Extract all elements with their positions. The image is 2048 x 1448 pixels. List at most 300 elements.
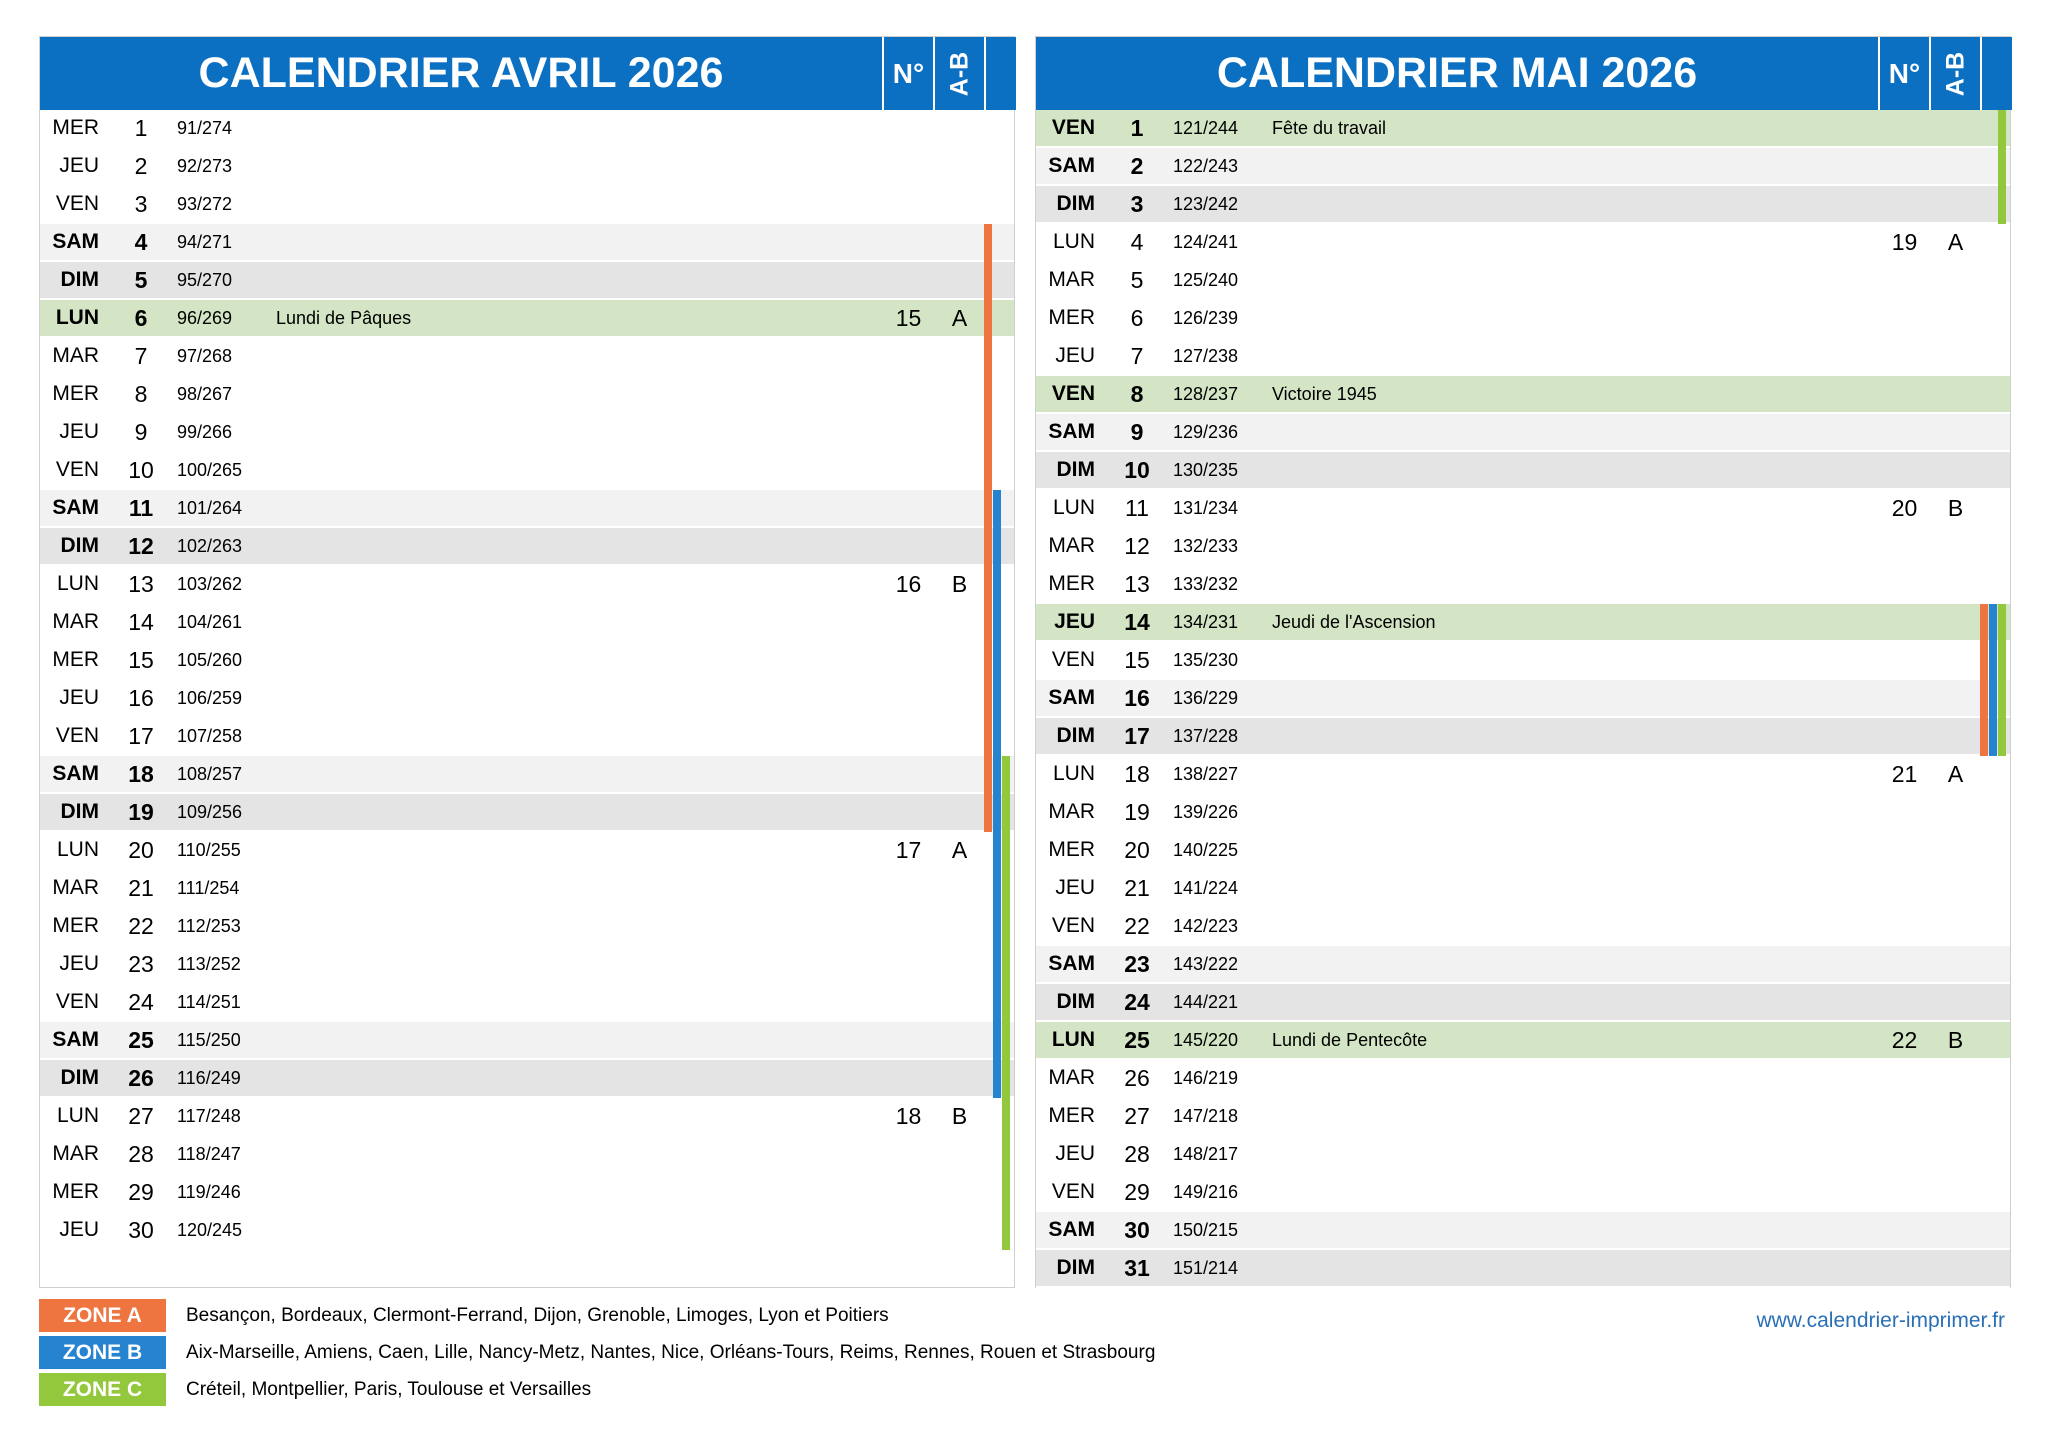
zone-b-holiday-bar	[993, 984, 1001, 1022]
day-name: SAM	[52, 1028, 99, 1051]
year-day: 113/252	[177, 954, 241, 974]
day-number: 4	[1130, 229, 1144, 255]
zone-b-holiday-bar	[993, 870, 1001, 908]
week-ab	[1931, 908, 1980, 944]
zone-a-holiday-bar	[984, 414, 992, 452]
day-number: 3	[1130, 191, 1144, 217]
year-day: 111/254	[177, 878, 240, 898]
year-day: 123/242	[1173, 194, 1239, 214]
week-number	[1880, 414, 1929, 450]
week-ab	[935, 110, 984, 146]
week-ab	[935, 1174, 984, 1210]
day-row	[1036, 186, 2010, 224]
zone-a-holiday-bar	[984, 566, 992, 604]
week-number	[1880, 1250, 1929, 1286]
day-number: 3	[134, 191, 148, 217]
week-number	[884, 414, 933, 450]
year-day: 129/236	[1173, 422, 1239, 442]
week-number	[884, 528, 933, 564]
year-day: 119/246	[177, 1182, 241, 1202]
day-row	[1036, 680, 2010, 718]
week-ab	[935, 1060, 984, 1096]
day-number: 21	[1124, 875, 1150, 901]
week-ab	[935, 870, 984, 906]
week-number: 16	[895, 571, 922, 597]
day-name: DIM	[60, 268, 99, 291]
day-row	[40, 1098, 1014, 1136]
day-name: SAM	[1048, 1218, 1095, 1241]
day-name: DIM	[60, 800, 99, 823]
zone-c-holiday-bar	[1998, 110, 2006, 148]
day-name: LUN	[1052, 496, 1095, 519]
day-number: 25	[128, 1027, 154, 1053]
week-ab	[935, 756, 984, 792]
zone-c-holiday-bar	[1998, 148, 2006, 186]
year-day: 127/238	[1173, 346, 1239, 366]
year-day: 118/247	[177, 1144, 241, 1164]
day-number: 10	[1124, 457, 1150, 483]
week-number	[884, 452, 933, 488]
day-row	[1036, 300, 2010, 338]
day-row	[1036, 1250, 2010, 1288]
day-name: JEU	[59, 686, 99, 709]
year-day: 91/274	[177, 118, 233, 138]
day-row	[40, 1212, 1014, 1250]
year-day: 106/259	[177, 688, 243, 708]
day-row	[40, 1174, 1014, 1212]
week-number	[1880, 984, 1929, 1020]
year-day: 115/250	[177, 1030, 241, 1050]
week-ab	[1931, 452, 1980, 488]
day-row	[40, 414, 1014, 452]
day-name: VEN	[55, 458, 99, 481]
day-number: 11	[1125, 495, 1149, 521]
year-day: 94/271	[177, 232, 233, 252]
year-day: 109/256	[177, 802, 243, 822]
year-day: 108/257	[177, 764, 243, 784]
year-day: 95/270	[177, 270, 233, 290]
day-number: 15	[128, 647, 154, 673]
zone-a-holiday-bar	[1980, 680, 1988, 718]
week-ab	[935, 642, 984, 678]
year-day: 97/268	[177, 346, 233, 366]
zone-b-holiday-bar	[993, 528, 1001, 566]
week-ab	[935, 414, 984, 450]
year-day: 144/221	[1173, 992, 1239, 1012]
day-number: 1	[1130, 115, 1144, 141]
year-day: 139/226	[1173, 802, 1239, 822]
week-ab	[1931, 1060, 1980, 1096]
day-name: SAM	[1048, 420, 1095, 443]
year-day: 101/264	[177, 498, 243, 518]
week-number	[1880, 300, 1929, 336]
year-day: 147/218	[1173, 1106, 1239, 1126]
year-day: 104/261	[177, 612, 243, 632]
day-number: 24	[128, 989, 154, 1015]
week-number	[1880, 870, 1929, 906]
day-number: 7	[134, 343, 148, 369]
year-day: 132/233	[1173, 536, 1239, 556]
day-row	[40, 338, 1014, 376]
calendar-header	[1036, 37, 2012, 110]
day-number: 5	[1130, 267, 1144, 293]
year-day: 151/214	[1173, 1258, 1239, 1278]
week-number	[884, 490, 933, 526]
day-row	[1036, 832, 2010, 870]
week-ab: B	[1947, 1027, 1964, 1053]
year-day: 126/239	[1173, 308, 1239, 328]
week-number	[884, 224, 933, 260]
day-number: 13	[1124, 571, 1150, 597]
day-number: 13	[128, 571, 154, 597]
week-ab	[935, 452, 984, 488]
week-number	[1880, 1136, 1929, 1172]
week-ab	[935, 490, 984, 526]
day-name: VEN	[1051, 116, 1095, 139]
week-ab	[935, 680, 984, 716]
year-day: 138/227	[1173, 764, 1239, 784]
day-row	[1036, 1098, 2010, 1136]
ab-week-heading: A-B	[945, 51, 973, 96]
week-number	[884, 908, 933, 944]
day-row	[1036, 1174, 2010, 1212]
zone-b-holiday-bar	[993, 794, 1001, 832]
day-row	[40, 110, 1014, 148]
week-number	[1880, 528, 1929, 564]
day-name: DIM	[1056, 458, 1095, 481]
website-link[interactable]: www.calendrier-imprimer.fr	[1756, 1309, 2005, 1332]
day-number: 26	[128, 1065, 154, 1091]
week-ab	[1931, 148, 1980, 184]
day-row	[1036, 376, 2010, 414]
day-number: 24	[1124, 989, 1150, 1015]
day-number: 10	[128, 457, 154, 483]
week-number	[1880, 680, 1929, 716]
day-number: 27	[1124, 1103, 1150, 1129]
day-number: 20	[128, 837, 154, 863]
day-number: 26	[1124, 1065, 1150, 1091]
day-name: VEN	[55, 724, 99, 747]
day-row	[1036, 604, 2010, 642]
week-number	[1880, 1060, 1929, 1096]
year-day: 117/248	[177, 1106, 241, 1126]
day-number: 16	[128, 685, 154, 711]
zone-c-holiday-bar	[1998, 642, 2006, 680]
zone-a-holiday-bar	[1980, 718, 1988, 756]
day-row	[1036, 338, 2010, 376]
day-name: JEU	[1055, 344, 1095, 367]
day-name: LUN	[1051, 1028, 1095, 1051]
day-row	[1036, 452, 2010, 490]
day-number: 15	[1124, 647, 1150, 673]
zone-b-holiday-bar	[993, 566, 1001, 604]
zone-c-badge: ZONE C	[39, 1373, 166, 1406]
zone-a-holiday-bar	[984, 300, 992, 338]
week-number	[884, 680, 933, 716]
year-day: 98/267	[177, 384, 233, 404]
year-day: 114/251	[177, 992, 241, 1012]
day-row	[40, 680, 1014, 718]
year-day: 136/229	[1173, 688, 1239, 708]
day-number: 17	[1124, 723, 1150, 749]
week-number-heading: N°	[1888, 58, 1921, 89]
zone-a-holiday-bar	[984, 452, 992, 490]
day-row	[40, 528, 1014, 566]
week-ab	[935, 1022, 984, 1058]
day-name: VEN	[1051, 914, 1095, 937]
week-ab	[1931, 414, 1980, 450]
week-ab	[935, 186, 984, 222]
week-number	[1880, 718, 1929, 754]
event-label: Lundi de Pâques	[276, 308, 412, 328]
zone-a-holiday-bar	[984, 794, 992, 832]
week-number	[884, 718, 933, 754]
day-name: DIM	[60, 534, 99, 557]
day-name: MAR	[52, 344, 99, 367]
day-row	[40, 452, 1014, 490]
day-name: JEU	[1054, 610, 1095, 633]
zone-b-holiday-bar	[1989, 718, 1997, 756]
week-ab	[1931, 604, 1980, 640]
day-name: MER	[52, 116, 99, 139]
week-number	[1880, 908, 1929, 944]
day-name: VEN	[1051, 648, 1095, 671]
week-number	[1880, 604, 1929, 640]
event-label: Lundi de Pentecôte	[1272, 1030, 1428, 1050]
week-number	[884, 870, 933, 906]
week-number	[884, 604, 933, 640]
event-label: Jeudi de l'Ascension	[1272, 612, 1436, 632]
week-ab	[1931, 718, 1980, 754]
day-number: 30	[128, 1217, 154, 1243]
week-number	[884, 376, 933, 412]
day-number: 8	[134, 381, 148, 407]
zone-a-holiday-bar	[984, 262, 992, 300]
zone-a-holiday-bar	[984, 338, 992, 376]
year-day: 96/269	[177, 308, 233, 328]
zone-c-holiday-bar	[1998, 604, 2006, 642]
week-number	[884, 756, 933, 792]
day-row	[40, 1022, 1014, 1060]
year-day: 145/220	[1173, 1030, 1239, 1050]
week-ab	[1931, 262, 1980, 298]
calendar-title: CALENDRIER AVRIL 2026	[198, 49, 724, 97]
day-name: DIM	[1056, 990, 1095, 1013]
day-row	[1036, 1212, 2010, 1250]
week-number: 21	[1891, 761, 1918, 787]
day-name: SAM	[1048, 952, 1095, 975]
week-ab	[1931, 984, 1980, 1020]
week-ab	[935, 148, 984, 184]
week-number	[1880, 148, 1929, 184]
week-ab	[935, 946, 984, 982]
week-number	[884, 262, 933, 298]
day-number: 29	[1124, 1179, 1150, 1205]
day-name: MAR	[1048, 800, 1095, 823]
day-row	[1036, 756, 2010, 794]
week-ab	[1931, 870, 1980, 906]
zone-c-holiday-bar	[1002, 756, 1010, 794]
day-row	[1036, 794, 2010, 832]
day-row	[1036, 642, 2010, 680]
week-ab	[1931, 186, 1980, 222]
day-number: 11	[128, 495, 154, 521]
day-name: DIM	[60, 1066, 99, 1089]
zone-c-holiday-bar	[1002, 794, 1010, 832]
zone-a-cities: Besançon, Bordeaux, Clermont-Ferrand, Dijon, Grenoble, Limoges, Lyon et Poitiers	[186, 1305, 889, 1326]
week-ab	[935, 376, 984, 412]
day-number: 8	[1130, 381, 1144, 407]
day-name: MER	[1048, 1104, 1095, 1127]
week-ab	[1931, 300, 1980, 336]
year-day: 116/249	[177, 1068, 241, 1088]
week-number	[884, 1212, 933, 1248]
week-number	[884, 984, 933, 1020]
day-name: DIM	[1056, 192, 1095, 215]
zone-b-holiday-bar	[993, 642, 1001, 680]
day-row	[40, 718, 1014, 756]
day-number: 30	[1124, 1217, 1150, 1243]
day-row	[40, 832, 1014, 870]
year-day: 92/273	[177, 156, 233, 176]
week-number: 19	[1891, 229, 1918, 255]
week-number	[1880, 1174, 1929, 1210]
day-number: 12	[1124, 533, 1150, 559]
day-number: 17	[128, 723, 154, 749]
year-day: 150/215	[1173, 1220, 1239, 1240]
year-day: 140/225	[1173, 840, 1239, 860]
zone-c-holiday-bar	[1998, 680, 2006, 718]
day-row	[40, 566, 1014, 604]
week-ab	[935, 1212, 984, 1248]
day-number: 25	[1124, 1027, 1150, 1053]
calendar-title: CALENDRIER MAI 2026	[1216, 49, 1698, 97]
day-number: 28	[1124, 1141, 1150, 1167]
zone-b-holiday-bar	[993, 490, 1001, 528]
week-ab: A	[1947, 229, 1964, 255]
zone-b-holiday-bar	[993, 1022, 1001, 1060]
week-ab: B	[1947, 495, 1964, 521]
day-number: 2	[1130, 153, 1144, 179]
week-ab: A	[951, 837, 968, 863]
year-day: 133/232	[1173, 574, 1239, 594]
week-ab	[1931, 110, 1980, 146]
week-ab	[935, 718, 984, 754]
day-number: 12	[128, 533, 154, 559]
day-name: DIM	[1056, 724, 1095, 747]
day-name: MAR	[1048, 268, 1095, 291]
event-label: Victoire 1945	[1272, 384, 1377, 404]
week-number: 20	[1891, 495, 1918, 521]
day-name: VEN	[1051, 382, 1095, 405]
week-ab	[935, 794, 984, 830]
week-ab	[1931, 528, 1980, 564]
zone-a-badge: ZONE A	[39, 1299, 166, 1332]
week-number: 22	[1891, 1027, 1918, 1053]
day-name: SAM	[52, 496, 99, 519]
day-row	[40, 908, 1014, 946]
day-name: LUN	[1052, 230, 1095, 253]
zone-c-cities: Créteil, Montpellier, Paris, Toulouse et Versailles	[186, 1379, 592, 1400]
day-row	[40, 300, 1014, 338]
zone-b-holiday-bar	[993, 604, 1001, 642]
year-day: 103/262	[177, 574, 243, 594]
week-number	[1880, 1212, 1929, 1248]
week-number	[1880, 376, 1929, 412]
year-day: 93/272	[177, 194, 233, 214]
week-number	[884, 1174, 933, 1210]
zone-a-holiday-bar	[1980, 642, 1988, 680]
year-day: 99/266	[177, 422, 233, 442]
day-name: JEU	[1055, 1142, 1095, 1165]
day-name: LUN	[1052, 762, 1095, 785]
day-number: 6	[1130, 305, 1144, 331]
day-number: 9	[1130, 419, 1144, 445]
day-name: MER	[52, 1180, 99, 1203]
year-day: 102/263	[177, 536, 243, 556]
day-row	[40, 224, 1014, 262]
day-row	[1036, 414, 2010, 452]
day-number: 31	[1124, 1255, 1150, 1281]
day-row	[40, 794, 1014, 832]
year-day: 135/230	[1173, 650, 1239, 670]
week-number	[884, 338, 933, 374]
day-number: 2	[134, 153, 148, 179]
week-number-heading: N°	[892, 58, 925, 89]
day-name: MER	[52, 914, 99, 937]
day-number: 21	[128, 875, 154, 901]
zone-b-holiday-bar	[993, 946, 1001, 984]
week-number	[1880, 566, 1929, 602]
week-ab	[1931, 566, 1980, 602]
day-name: VEN	[1051, 1180, 1095, 1203]
year-day: 143/222	[1173, 954, 1239, 974]
week-ab	[1931, 338, 1980, 374]
zone-a-holiday-bar	[984, 718, 992, 756]
zone-c-holiday-bar	[1002, 1022, 1010, 1060]
week-number	[1880, 642, 1929, 678]
day-name: MAR	[52, 610, 99, 633]
zone-b-holiday-bar	[993, 1060, 1001, 1098]
week-number	[884, 1136, 933, 1172]
day-name: MAR	[52, 1142, 99, 1165]
day-name: MAR	[1048, 1066, 1095, 1089]
week-number	[884, 186, 933, 222]
zone-c-holiday-bar	[1002, 984, 1010, 1022]
day-row	[1036, 262, 2010, 300]
week-ab	[935, 604, 984, 640]
week-ab	[1931, 642, 1980, 678]
zone-b-cities: Aix-Marseille, Amiens, Caen, Lille, Nancy-Metz, Nantes, Nice, Orléans-Tours, Reims, Rennes, Rouen et Strasbourg	[186, 1342, 1156, 1363]
week-ab	[935, 984, 984, 1020]
day-name: LUN	[56, 572, 99, 595]
day-row	[40, 148, 1014, 186]
day-row	[40, 1060, 1014, 1098]
zone-a-holiday-bar	[984, 604, 992, 642]
zone-a-holiday-bar	[984, 756, 992, 794]
week-ab	[935, 1136, 984, 1172]
day-number: 4	[134, 229, 148, 255]
calendar-header	[40, 37, 1016, 110]
day-number: 19	[1124, 799, 1150, 825]
day-name: DIM	[1056, 1256, 1095, 1279]
day-row	[1036, 984, 2010, 1022]
day-number: 20	[1124, 837, 1150, 863]
zone-b-holiday-bar	[993, 718, 1001, 756]
zone-b-holiday-bar	[1989, 604, 1997, 642]
day-row	[1036, 528, 2010, 566]
week-ab	[1931, 376, 1980, 412]
